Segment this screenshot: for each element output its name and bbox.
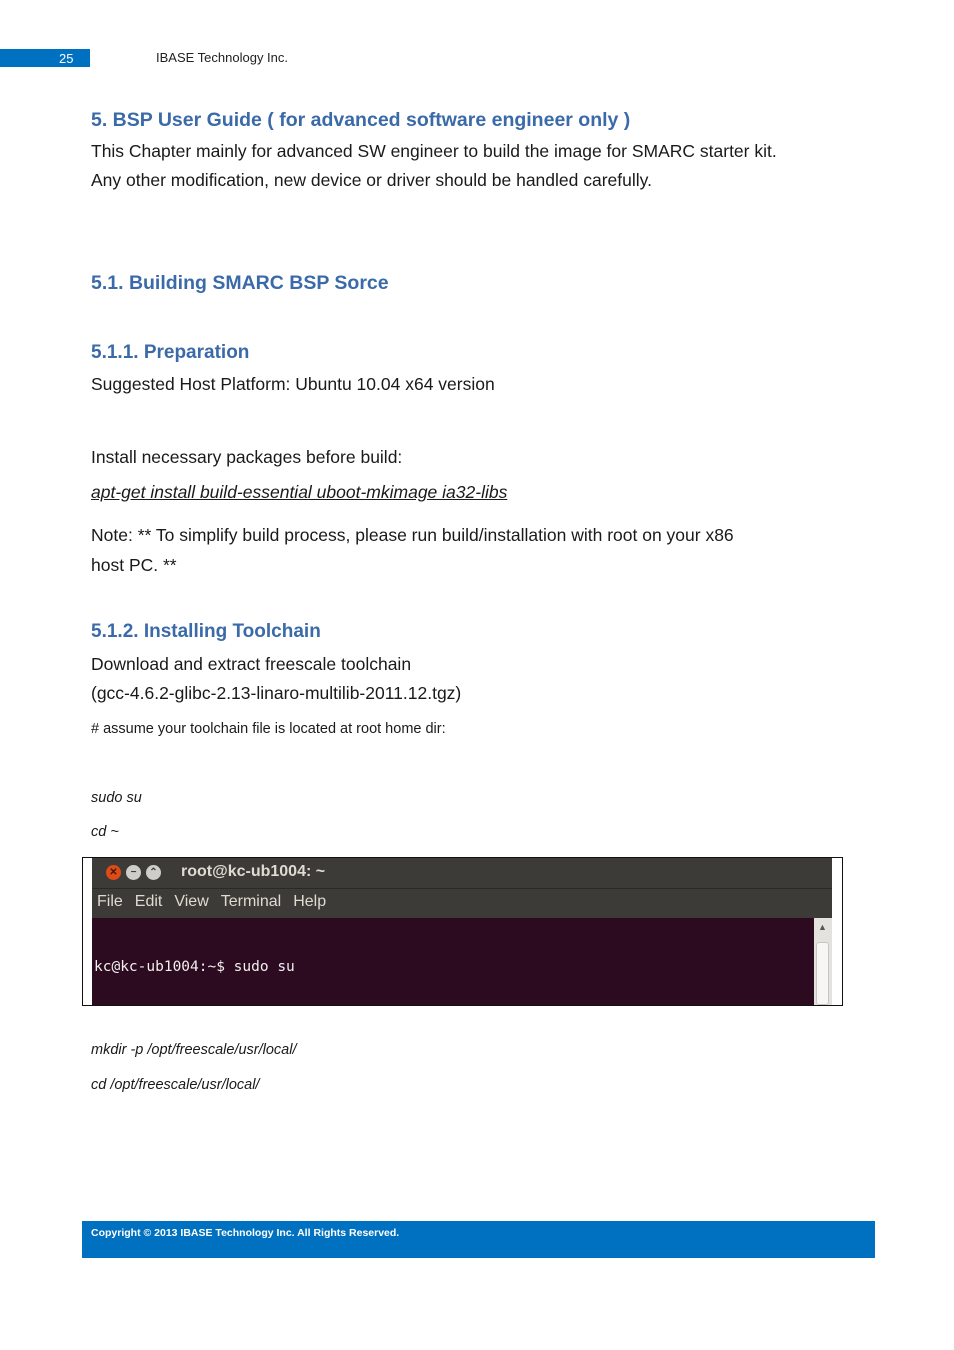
terminal-menu-bar (92, 888, 832, 919)
toolchain-line-2: (gcc-4.6.2-glibc-2.13-linaro-multilib-2011.12.tgz) (91, 683, 462, 703)
host-platform-text: Suggested Host Platform: Ubuntu 10.04 x64 version (91, 374, 495, 394)
footer-copyright: Copyright © 2013 IBASE Technology Inc. All Rights Reserved. (91, 1227, 400, 1239)
terminal-output (92, 918, 814, 1005)
command-sudo-su: sudo su (91, 790, 142, 806)
command-cd-freescale: cd /opt/freescale/usr/local/ (91, 1077, 260, 1093)
toolchain-line-1: Download and extract freescale toolchain (91, 654, 412, 674)
section-heading: 5. BSP User Guide ( for advanced software engineer only ) (91, 109, 631, 131)
menu-file: File (97, 893, 123, 910)
close-icon: ✕ (106, 865, 121, 880)
menu-edit: Edit (134, 893, 163, 910)
menu-terminal: Terminal (220, 893, 282, 910)
maximize-icon: ⌃ (146, 865, 161, 880)
terminal-window-title: root@kc-ub1004: ~ (181, 863, 326, 880)
menu-help: Help (293, 893, 327, 910)
terminal-title-bar (92, 858, 832, 888)
terminal-scrollbar (814, 918, 832, 1005)
install-command: apt-get install build-essential uboot-mkimage ia32-libs (91, 482, 508, 502)
footer-bar (82, 1221, 875, 1258)
subsection-heading: 5.1. Building SMARC BSP Sorce (91, 272, 389, 294)
terminal-line: kc@kc-ub1004:~$ sudo su (94, 959, 295, 975)
page-number-tab (0, 49, 90, 67)
command-cd-home: cd ~ (91, 824, 119, 840)
page-number: 25 (59, 51, 74, 66)
install-intro-text: Install necessary packages before build: (91, 447, 403, 467)
toolchain-comment: # assume your toolchain file is located at root home dir: (91, 721, 446, 737)
toolchain-heading: 5.1.2. Installing Toolchain (91, 621, 321, 642)
command-mkdir: mkdir -p /opt/freescale/usr/local/ (91, 1042, 297, 1058)
scroll-up-icon: ▲ (818, 922, 827, 932)
minimize-icon: − (126, 865, 141, 880)
intro-line-1: This Chapter mainly for advanced SW engineer to build the image for SMARC starter kit. (91, 141, 777, 161)
terminal-screenshot (82, 857, 843, 1006)
scrollbar-thumb (816, 942, 829, 1005)
note-line-1: Note: ** To simplify build process, please run build/installation with root on your x86 (91, 525, 734, 545)
header-company-name: IBASE Technology Inc. (156, 50, 289, 65)
note-line-2: host PC. ** (91, 555, 177, 575)
menu-view: View (174, 893, 209, 910)
preparation-heading: 5.1.1. Preparation (91, 342, 250, 363)
intro-line-2: Any other modification, new device or driver should be handled carefully. (91, 170, 652, 190)
